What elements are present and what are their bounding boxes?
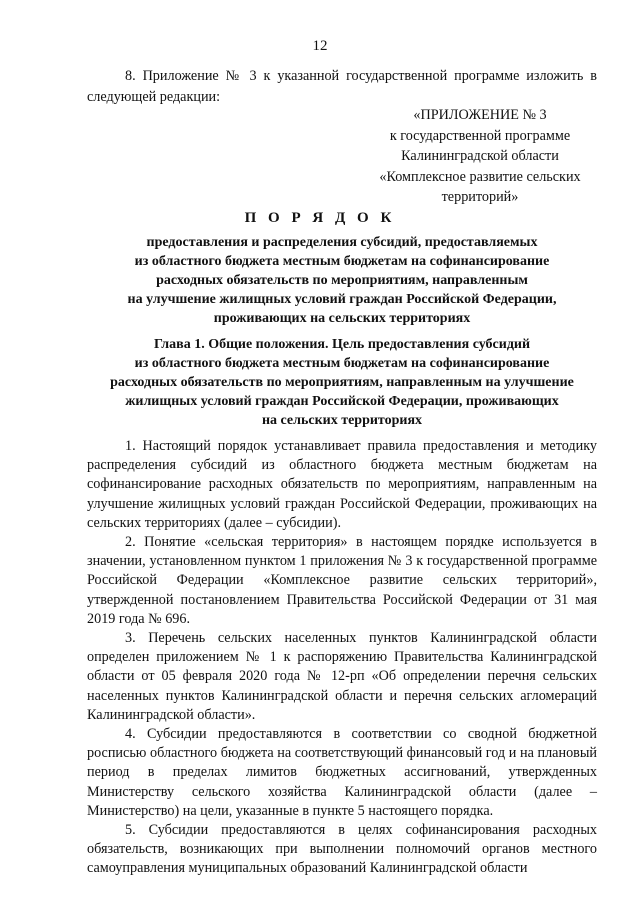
chapter-heading-line: на сельских территориях bbox=[261, 413, 423, 428]
paragraph-4: 4. Субсидии предоставляются в соответствии со сводной бюджетной росписью областного бюджета на соответствующий финансовый год и на плановый период в пределах лимитов бюджетных ассигнований, утвержденных Министерству сельского хозяйства Калининградской области (далее – Министерство) на цели, указанные в пункте 5 настоящего порядка. bbox=[87, 726, 597, 819]
appendix-line: территорий» bbox=[441, 189, 519, 205]
paragraph-3: 3. Перечень сельских населенных пунктов Калининградской области определен приложением № 1 к распоряжению Правительства Калининградской области от 05 февраля 2020 года № 12-рп «Об определении перечня сельских населенных пунктов Калининградской области и перечня сельских агломераций Калининградской области». bbox=[87, 630, 597, 723]
paragraph-2: 2. Понятие «сельская территория» в настоящем порядке используется в значении, установленном пунктом 1 приложения № 3 к государственной программе Российской Федерации «Комплексное развитие сельских территорий», утвержденной постановлением Правительства Российской Федерации от 31 мая 2019 года № 696. bbox=[87, 534, 597, 627]
chapter-heading-line: из областного бюджета местным бюджетам на софинансирование bbox=[134, 356, 550, 371]
intro-paragraph: 8. Приложение № 3 к указанной государственной программе изложить в следующей редакции: bbox=[87, 68, 597, 105]
paragraph-5: 5. Субсидии предоставляются в целях софинансирования расходных обязательств, возникающих при выполнении полномочий органов местного самоуправления муниципальных образований Калининградской области bbox=[87, 822, 597, 877]
order-subtitle-line: расходных обязательств по мероприятиям, направленным bbox=[156, 273, 528, 288]
order-title: П О Р Я Д О К bbox=[244, 210, 396, 226]
chapter-heading-line: жилищных условий граждан Российской Федерации, проживающих bbox=[125, 394, 559, 409]
paragraph-1: 1. Настоящий порядок устанавливает правила предоставления и методику распределения субсидий из областного бюджета местным бюджетам на софинансирование расходных обязательств по мероприятиям, направленным на улучшение жилищных условий граждан Российской Федерации, проживающих на сельских территориях (далее – субсидии). bbox=[87, 438, 597, 531]
appendix-header bbox=[355, 105, 605, 208]
order-subtitle-line: проживающих на сельских территориях bbox=[213, 311, 471, 326]
chapter-heading bbox=[87, 335, 597, 430]
body-text bbox=[87, 437, 597, 879]
order-subtitle-line: из областного бюджета местным бюджетам на софинансирование bbox=[134, 254, 550, 269]
order-subtitle-line: на улучшение жилищных условий граждан Российской Федерации, bbox=[127, 292, 557, 307]
chapter-heading-line: расходных обязательств по мероприятиям, направленным на улучшение bbox=[110, 375, 574, 390]
appendix-line: «Комплексное развитие сельских bbox=[379, 168, 581, 185]
chapter-heading-line: Глава 1. Общие положения. Цель предоставления субсидий bbox=[153, 337, 531, 352]
appendix-line: к государственной программе bbox=[389, 127, 571, 144]
order-subtitle bbox=[87, 233, 597, 328]
order-subtitle-line: предоставления и распределения субсидий, предоставляемых bbox=[146, 235, 538, 250]
page-number: 12 bbox=[312, 38, 328, 54]
appendix-line: Калининградской области bbox=[401, 148, 559, 164]
appendix-line: «ПРИЛОЖЕНИЕ № 3 bbox=[413, 107, 547, 123]
